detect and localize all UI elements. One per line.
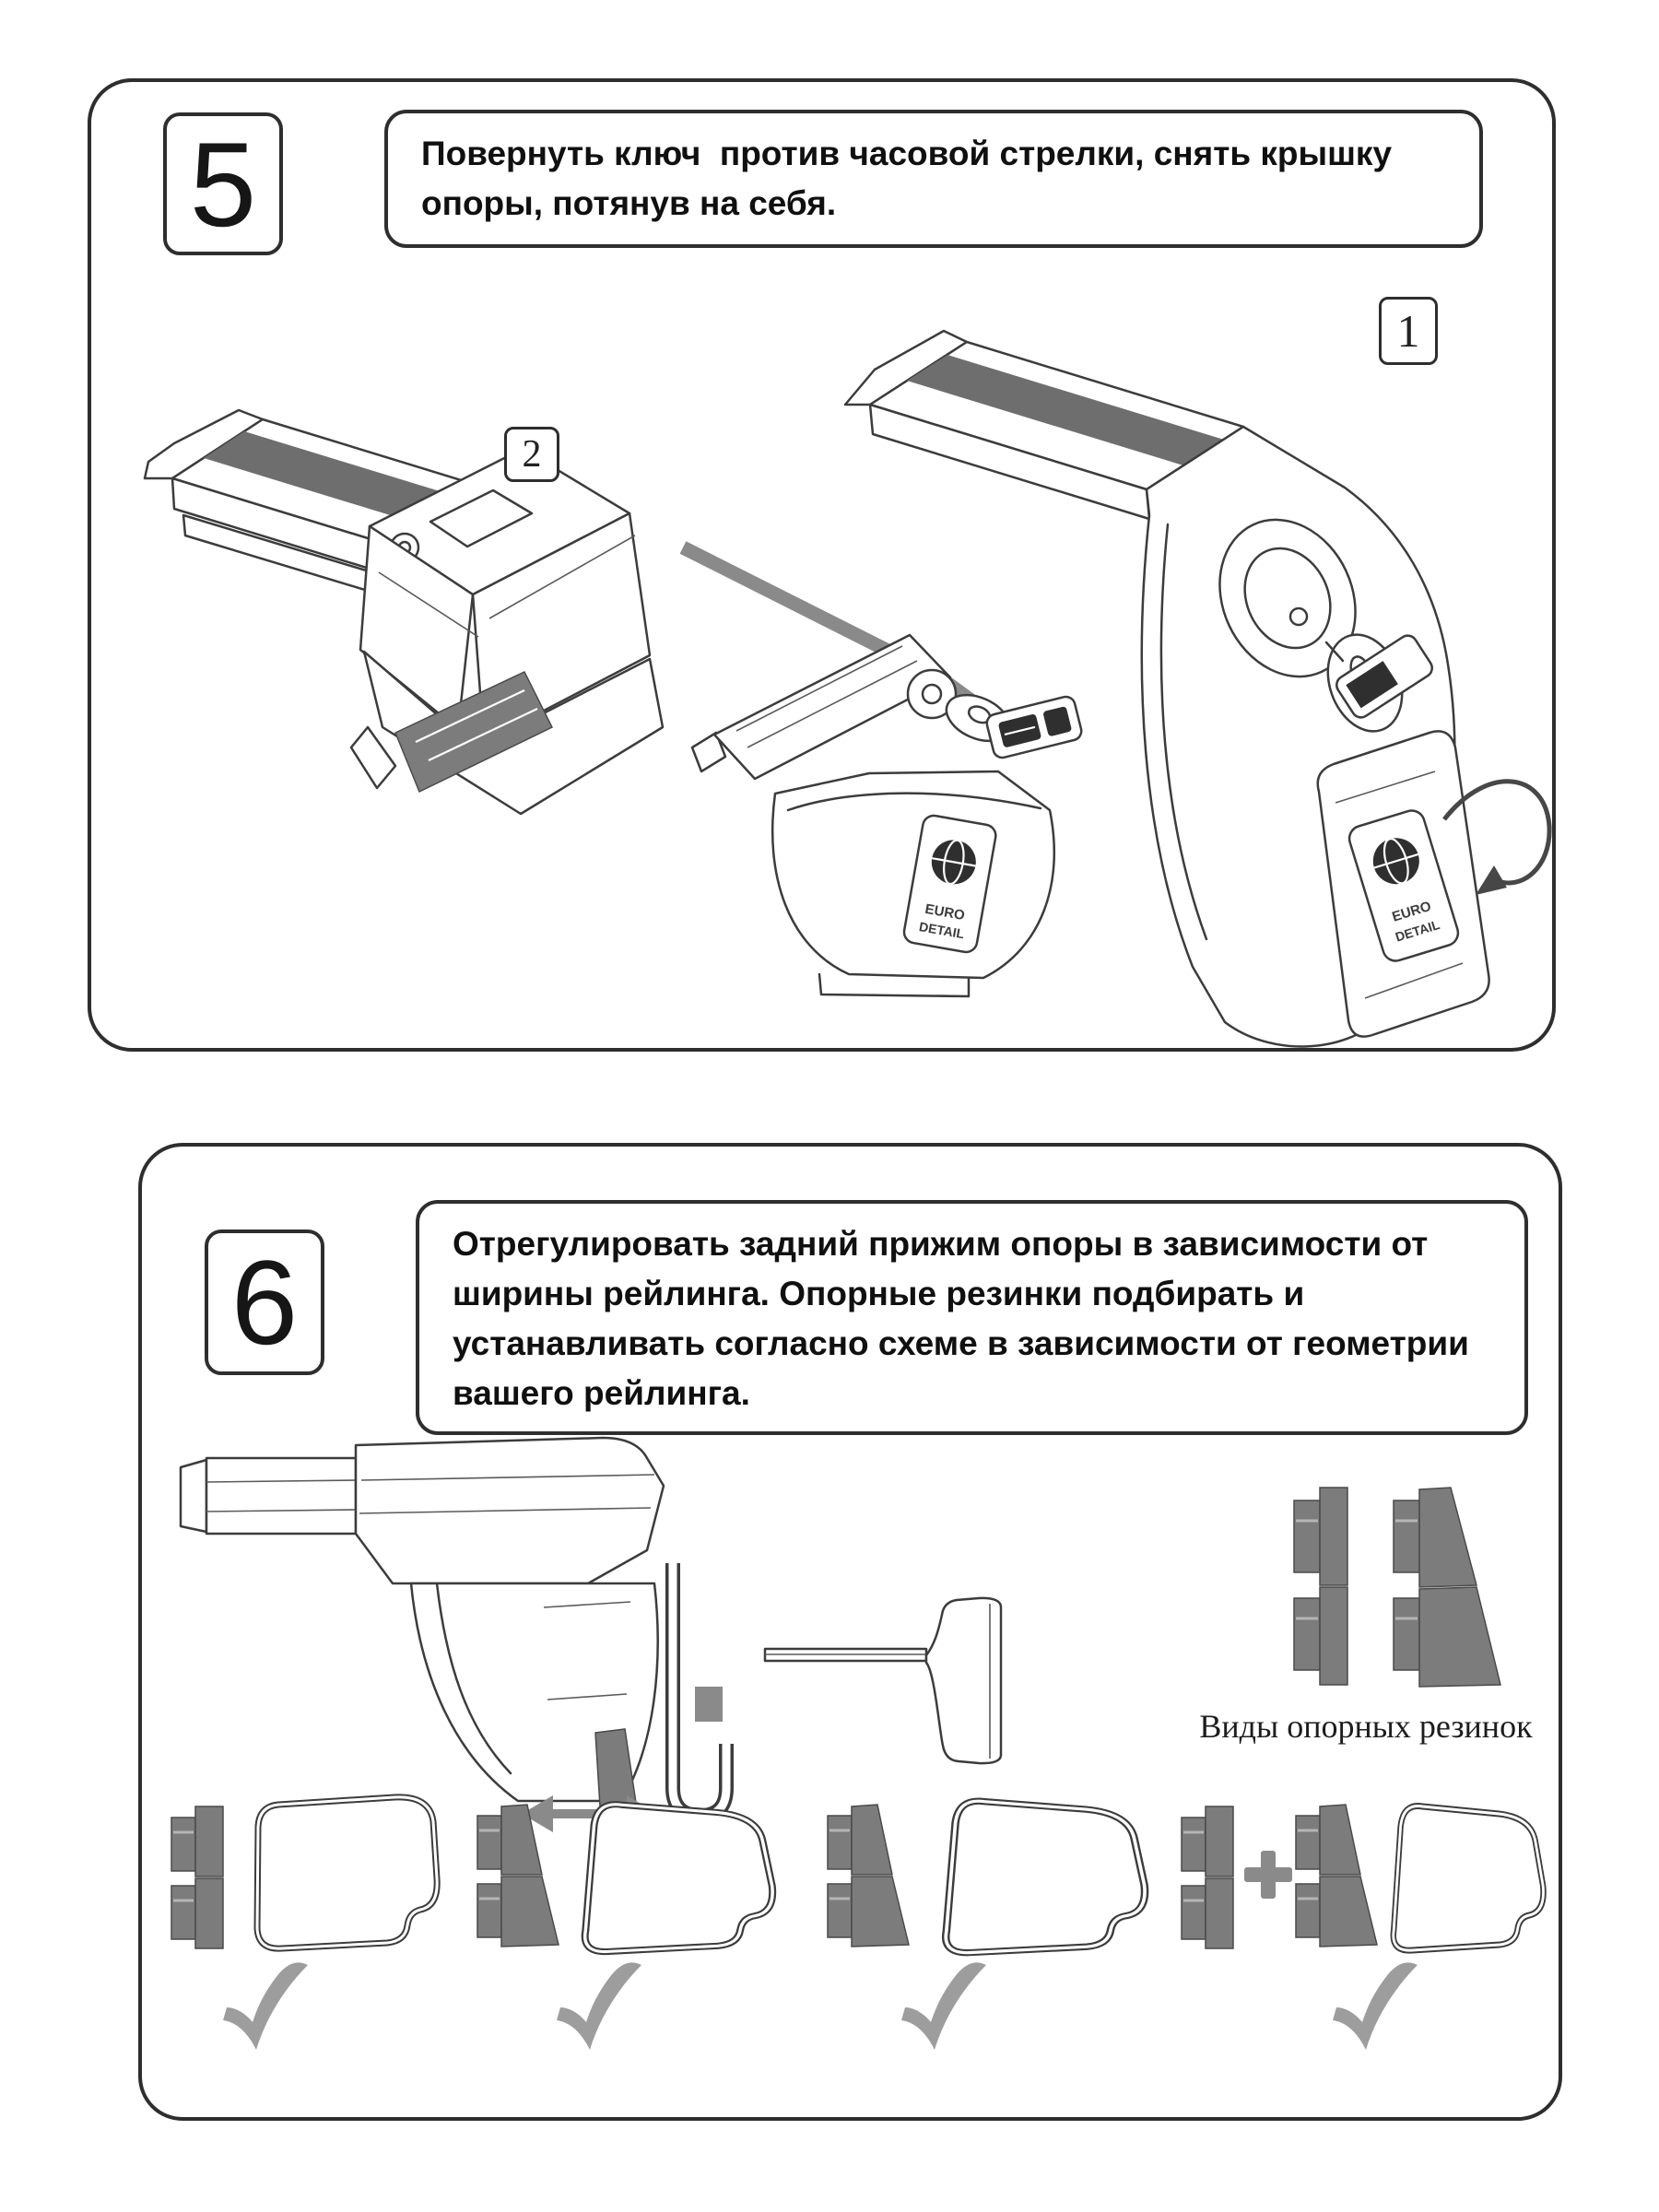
svg-text:DETAIL: DETAIL: [1393, 916, 1441, 945]
support-opened-drawing: [145, 410, 663, 814]
instruction-line: вашего рейлинга.: [453, 1374, 750, 1412]
step-5-panel: [88, 78, 1556, 1052]
svg-text:EURO: EURO: [1390, 898, 1433, 925]
combination-3: [828, 1801, 1145, 2050]
rubber-pads-caption: Виды опорных резинок: [1199, 1708, 1533, 1745]
checkmark-icon: [557, 1962, 641, 2050]
svg-text:DETAIL: DETAIL: [918, 919, 966, 942]
checkmark-icon: [223, 1962, 308, 2050]
step-6-panel: [138, 1143, 1562, 2121]
rubber-pad-types: [1294, 1488, 1500, 1687]
step-5-number: 5: [189, 116, 257, 252]
step-6-number: 6: [230, 1235, 299, 1370]
svg-text:EURO: EURO: [924, 900, 967, 924]
instruction-line: Отрегулировать задний прижим опоры в зависимости от: [453, 1225, 1429, 1263]
combination-1: [171, 1797, 437, 2050]
instruction-line: опоры, потянув на себя.: [421, 184, 837, 222]
hex-key-tool-drawing: [765, 1598, 1001, 1763]
step-5-illustration: [91, 82, 1552, 1048]
part-label-2: 2: [504, 427, 559, 482]
checkmark-icon: [901, 1962, 986, 2050]
support-cover-removed-drawing: [692, 635, 1083, 996]
checkmark-icon: [1333, 1962, 1418, 2050]
combination-2: [477, 1805, 772, 2050]
plus-icon: [1244, 1851, 1292, 1899]
combination-4: [1182, 1805, 1544, 2050]
instruction-line: ширины рейлинга. Опорные резинки подбирать и: [453, 1275, 1305, 1312]
part-label-1: 1: [1379, 297, 1438, 365]
support-side-view-drawing: [181, 1438, 726, 1832]
instruction-line: устанавливать согласно схеме в зависимости от геометрии: [453, 1324, 1469, 1362]
key-fob: [985, 695, 1084, 759]
step-6-illustration: [142, 1147, 1559, 2117]
instruction-line: Повернуть ключ против часовой стрелки, снять крышку: [421, 135, 1393, 172]
